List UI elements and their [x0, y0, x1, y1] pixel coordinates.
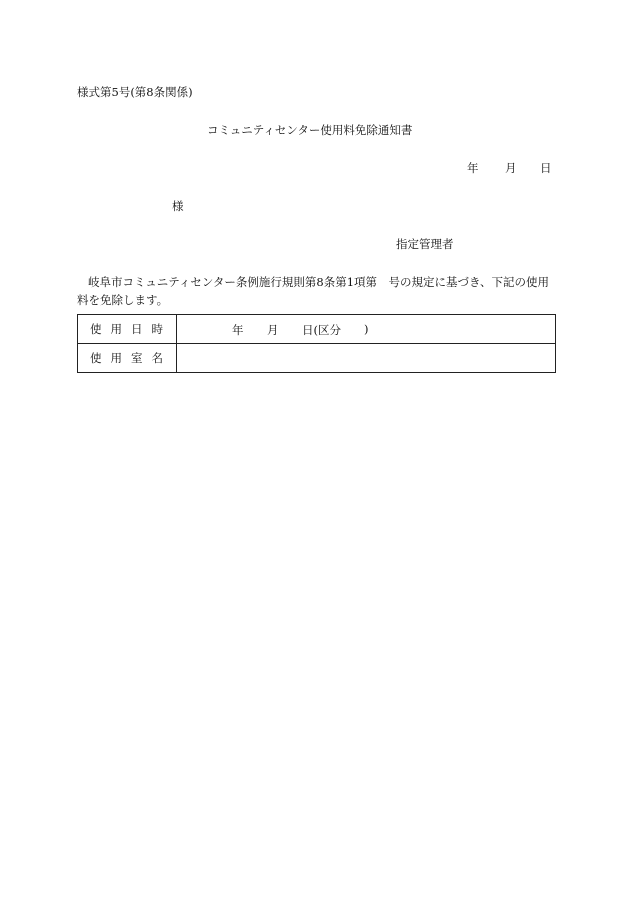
room-name-value — [177, 344, 556, 373]
usage-day-category-label: 日(区分 — [302, 323, 341, 337]
date-month-label: 月 — [505, 161, 517, 175]
usage-year-label: 年 — [232, 323, 244, 337]
form-number: 様式第5号(第8条関係) — [77, 85, 193, 99]
usage-datetime-label: 使用日時 — [78, 315, 177, 344]
recipient-honorific: 様 — [172, 199, 184, 213]
issuer-label: 指定管理者 — [396, 237, 454, 251]
usage-category-close: ) — [364, 322, 369, 336]
notice-body-text: 岐阜市コミュニティセンター条例施行規則第8条第1項第 号の規定に基づき、下記の使用料を免除します。 — [77, 275, 550, 307]
room-name-label: 使用室名 — [78, 344, 177, 373]
table-row-room-name — [78, 344, 556, 373]
date-day-label: 日 — [540, 161, 552, 175]
document-title: コミュニティセンター使用料免除通知書 — [207, 123, 413, 137]
date-year-label: 年 — [467, 161, 479, 175]
usage-table — [77, 314, 556, 373]
usage-month-label: 月 — [267, 323, 279, 337]
usage-datetime-value — [177, 315, 556, 344]
table-row-usage-datetime — [78, 315, 556, 344]
